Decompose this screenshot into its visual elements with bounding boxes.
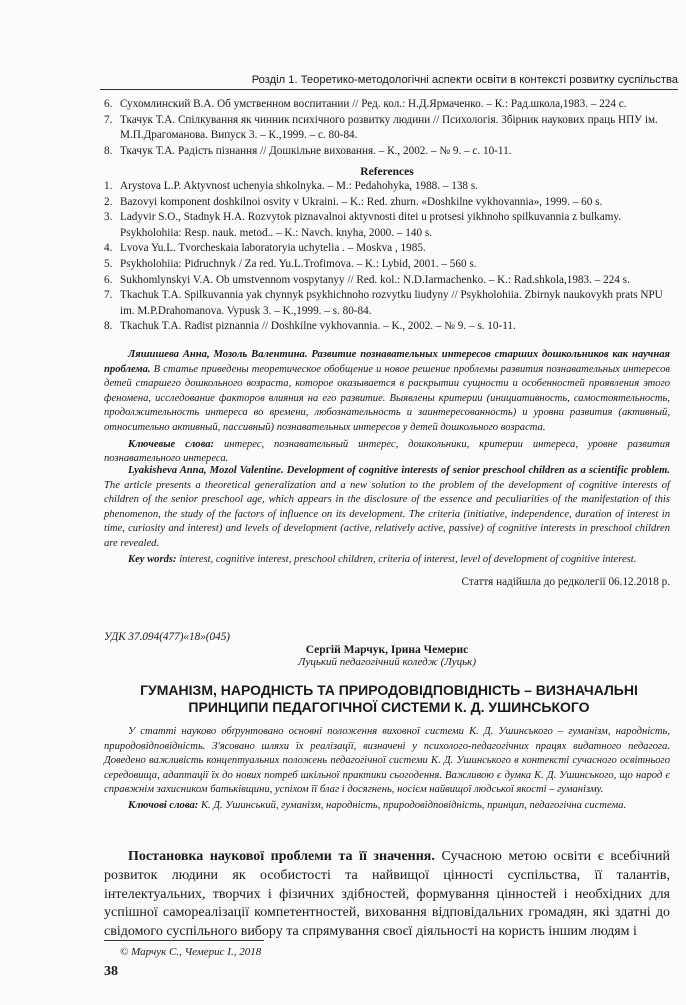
abstract-en-lead: Lyakisheva Anna, Mozol Valentine. Development of cognitive interests of senior preschool children as a scientific problem. [128,465,670,476]
reference-text: Bazovyi komponent doshkilnoi osvity v Ukraini. – K.: Red. zhurn. «Doshkilne vykhovannia», 1999. – 60 s. [120,195,603,208]
reference-item [104,97,670,113]
reference-number: 1. [104,180,113,192]
keywords-ua-lead: Ключові слова: [128,799,199,811]
abstract-ua-text: У статті науково обґрунтовано основні положення виховної системи К. Д. Ушинського – гуманізм, народність, природовідповідність. З'ясовано шляхи їх реалізації, визначені у психолого-педагогічних працях видатного педагога. Доведено важливість концептуальних положень педагогічної системи К. Д. Ушинського в контексті сучасного освітнього середовища, адаптації їх до нових потреб шкільної практики сьогодення. Важливою є думка К. Д. Ушинського, що народ є справжнім захисником батьківщини, успіхом її благ і досягнень, носієм найвищої людської якості – гуманізму. [104,726,670,796]
body-paragraph [104,848,670,942]
reference-number: 5. [104,257,113,270]
section-heading: Постановка наукової проблеми та її значення. [128,849,435,864]
abstract-ru-lead: Ляшишева Анна, Мозоль Валентина. Развитие познавательных интересов старших дошкольников как научная проблема. [104,349,670,375]
reference-text: Ткачук Т.А. Радість пізнання // Дошкільне виховання. – К., 2002. – № 9. – с. 10-11. [120,144,512,157]
reference-number: 4. [104,242,113,255]
keywords-ua-text: К. Д. Ушинський, гуманізм, народність, природовідповідність, принцип, педагогічна система. [198,799,627,811]
reference-text: Lvova Yu.L. Tvorcheskaia laboratoryia uchytelia . – Moskva , 1985. [120,242,426,255]
reference-number: 7. [104,289,113,302]
running-header: Розділ 1. Теоретико-методологічні аспекти освіти в контексті розвитку суспільства [100,74,678,90]
abstract-en-text: The article presents a theoretical generalization and a new solution to the problem of the development of cognitive interests of children of the senior preschool age, which appears in the disclosure of the essence and peculiarities of the manifestation of this phenomenon, the study of the factors of influence on its development. The criteria (initiative, independence, duration of interest in time, curiosity and interest) and levels of development (active, relatively active, passive) of cognitive interests in preschool children are revealed. [104,479,670,549]
reference-item [104,241,670,257]
reference-item [104,288,670,319]
top-references [104,97,670,159]
abstract-ru-text: В статье приведены теоретическое обобщение и новое решение проблемы развития познавательных интересов детей старшего дошкольного возраста, которое оказывается в раскрытии сущности и особенностей проявления этого феномена, исследование факторов влияния на его развитие. Выявлены критерии (инициативность, самостоятельность, продолжительность интереса во времени, любознательность и заинтересованность) и уровни развития (активный, относительно активный, пассивный) познавательных интересов у детей дошкольного возраста. [104,363,670,433]
reference-number: 6. [104,98,113,110]
reference-number: 6. [104,273,113,286]
reference-text: Tkachuk T.A. Radist piznannia // Doshkilne vykhovannia. – K., 2002. – № 9. – s. 10-11. [120,320,516,333]
keywords-en-lead: Key words: [128,553,177,565]
author-affiliation: Луцький педагогічний коледж (Луцьк) [298,656,476,668]
keywords-ru-lead: Ключевые слова: [128,438,215,450]
reference-item [104,195,670,211]
reference-number: 3. [104,211,113,224]
reference-item [104,210,670,241]
copyright-footnote: © Марчук С., Чемерис І., 2018 [120,946,262,958]
reference-number: 8. [104,144,113,157]
udk-block [104,631,670,643]
received-note: Стаття надійшла до редколегії 06.12.2018 р. [461,576,670,588]
reference-item [104,144,670,160]
reference-text: Sukhomlynskyi V.A. Ob umstvennom vospytanyy // Red. kol.: N.D.Iarmachenko. – K.: Rad.shkola,1983. – 224 s. [120,273,630,286]
reference-number: 7. [104,113,113,126]
article-title: ГУМАНІЗМ, НАРОДНІСТЬ ТА ПРИРОДОВІДПОВІДНІСТЬ – ВИЗНАЧАЛЬНІ ПРИНЦИПИ ПЕДАГОГІЧНОЇ СИСТЕМИ К. Д. УШИНСЬКОГО [140,682,638,715]
udk-code: УДК 37.094(477)«18»(045) [104,631,231,643]
abstract-ua [104,725,670,814]
title-block [120,682,658,716]
reference-item [104,319,670,335]
page-number: 38 [104,964,118,979]
body-text: Сучасною метою освіти є всебічний розвиток людини як особистості та найвищої цінності суспільства, її талантів, інтелектуальних, творчих і фізичних здібностей, формування цінностей і необхідних для успішної самореалізації компетентностей, виховання відповідальних громадян, які здатні до свідомого суспільного вибору та спрямування своєї діяльності на користь іншим людям і [104,849,671,940]
reference-text: Psykholohiia: Pidruchnyk / Za red. Yu.L.Trofimova. – K.: Lybid, 2001. – 560 s. [120,257,477,270]
reference-item [104,113,670,144]
received-note-block [104,576,670,588]
article-authors: Сергій Марчук, Ірина Чемерис [305,644,469,656]
reference-number: 8. [104,320,113,333]
reference-item [104,273,670,289]
keywords-en-text: interest, cognitive interest, preschool children, criteria of interest, level of development of cognitive interest. [176,553,637,565]
abstract-ru [104,348,670,467]
reference-text: Ladyvir S.O., Stadnyk H.A. Rozvytok piznavalnoi aktyvnosti ditei u protsesi yikhnoho spilkuvannia z bulkamy. Psykholohiia: Resp. nauk. metod.. – K.: Navch. knyha, 2000. – 140 s. [120,211,622,239]
reference-text: Tkachuk T.A. Spilkuvannia yak chynnyk psykhichnoho rozvytku liudyny // Psykholohiia. Zbirnyk naukovykh prats NPU im. M.P.Drahomanova. Vypusk 3. – K.,1999. – s. 80-84. [120,289,663,317]
reference-number: 2. [104,195,113,208]
author-block [104,644,670,668]
reference-text: Сухомлинский В.А. Об умственном воспитании // Ред. кол.: Н.Д.Ярмаченко. – К.: Рад.школа,1983. – 224 с. [120,98,627,110]
footnote-divider [104,940,264,941]
reference-text: Ткачук Т.А. Спілкування як чинник психічного розвитку людини // Психологія. Збірник наукових праць НПУ ім. М.П.Драгоманова. Випуск 3. – К.,1999. – с. 80-84. [120,113,658,142]
keywords-ru-text: интерес, познавательный интерес, дошкольники, критерии интереса, уровне развития познавательного интереса. [104,438,670,465]
references-section [104,166,670,335]
reference-item [104,179,670,195]
references-heading: References [360,166,414,178]
abstract-en [104,464,670,567]
reference-text: Arystova L.P. Aktyvnost uchenyia shkolnyka. – M.: Pedahohyka, 1988. – 138 s. [120,180,478,192]
reference-item [104,257,670,273]
